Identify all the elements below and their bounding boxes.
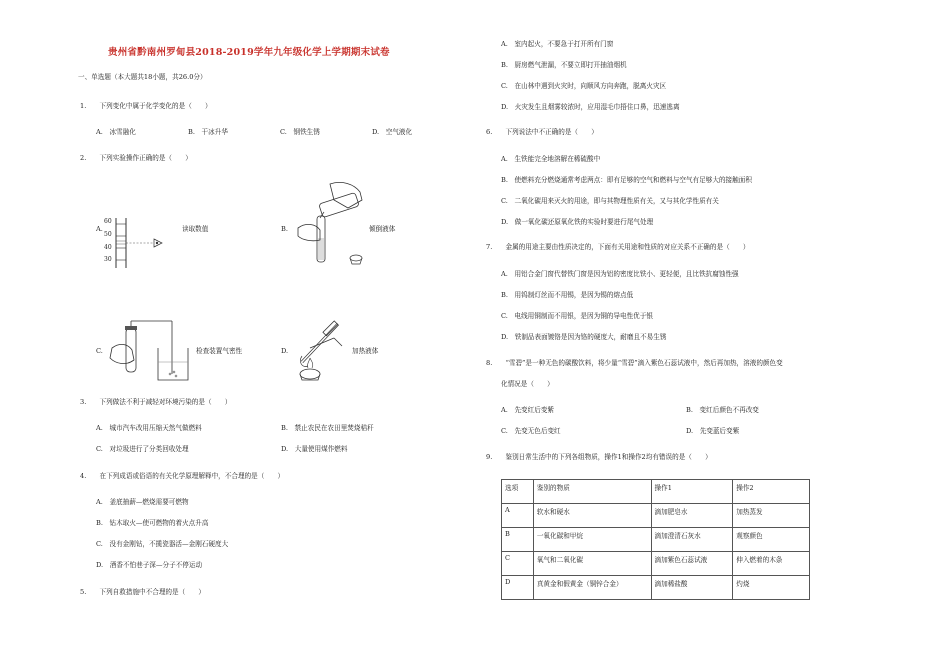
q5-option-a: A. 室内起火，不要急于打开所有门窗 bbox=[501, 40, 614, 48]
q5-stem: 5. 下列自救措施中不合理的是（ ） bbox=[80, 588, 205, 596]
table-cell: B bbox=[502, 528, 534, 552]
q9-table bbox=[501, 479, 810, 600]
q8-option-b: B. 变红后颜色不再改变 bbox=[686, 406, 759, 414]
q8-stem: 8. “雪碧”是一种无色的碳酸饮料，将少量“雪碧”滴入紫色石蕊试液中，然后再加热，溶液的颜色变 bbox=[486, 359, 783, 367]
q8-stem-continued: 化情况是（ ） bbox=[501, 380, 554, 388]
table-cell: 氧气和二氧化碳 bbox=[533, 552, 651, 576]
q8-option-d: D. 先变蓝后变紫 bbox=[686, 427, 740, 435]
table-header-cell: 操作1 bbox=[651, 480, 733, 504]
airtightness-check-figure bbox=[106, 318, 196, 384]
q3-option-d: D. 大量使用煤作燃料 bbox=[281, 445, 348, 453]
q3-stem: 3. 下列做法不利于减轻对环境污染的是（ ） bbox=[80, 398, 232, 406]
table-cell: 伸入燃着的木条 bbox=[733, 552, 810, 576]
q6-option-a: A. 生铁能完全地溶解在稀硫酸中 bbox=[501, 155, 601, 163]
q7-option-d: D. 铁制品表面镀铬是因为铬的硬度大，耐磨且不易生锈 bbox=[501, 333, 667, 341]
table-cell: 滴加澄清石灰水 bbox=[651, 528, 733, 552]
pouring-liquid-figure bbox=[290, 178, 380, 270]
graduated-cylinder-figure bbox=[104, 214, 184, 270]
section-heading: 一、单选题（本大题共18小题，共26.0分） bbox=[78, 73, 207, 81]
heating-liquid-figure bbox=[288, 316, 350, 384]
table-cell: 真黄金和假黄金（铜锌合金） bbox=[533, 576, 651, 600]
q5-option-b: B. 厨房燃气泄漏，不要立即打开抽油烟机 bbox=[501, 61, 627, 69]
q3-option-a: A. 城市汽车改用压缩天然气做燃料 bbox=[96, 424, 202, 432]
q4-option-d: D. 酒香不怕巷子深—分子不停运动 bbox=[96, 561, 203, 569]
table-row bbox=[502, 528, 810, 552]
table-cell: 滴加肥皂水 bbox=[651, 504, 733, 528]
table-cell: 灼烧 bbox=[733, 576, 810, 600]
q3-option-c: C. 对垃圾进行了分类回收处理 bbox=[96, 445, 189, 453]
q2-option-d-label: D. bbox=[281, 347, 289, 355]
q2-option-d-text: 加热液体 bbox=[352, 347, 379, 355]
q1-option-a: A. 冰雪融化 bbox=[96, 128, 136, 136]
q6-option-b: B. 使燃料充分燃烧通常考虑两点：即有足够的空气和燃料与空气有足够大的接触面积 bbox=[501, 176, 752, 184]
scale-label-40: 40 bbox=[104, 244, 112, 251]
table-cell: A bbox=[502, 504, 534, 528]
q5-option-c: C. 在山林中遇到火灾时，向顺风方向奔跑，脱离火灾区 bbox=[501, 82, 667, 90]
table-cell: 一氧化碳和甲烷 bbox=[533, 528, 651, 552]
q1-option-c: C. 钢铁生锈 bbox=[280, 128, 320, 136]
table-header-row bbox=[502, 480, 810, 504]
table-cell: 软水和硬水 bbox=[533, 504, 651, 528]
q2-option-c-text: 检查装置气密性 bbox=[196, 347, 243, 355]
q2-option-a-text: 读取数值 bbox=[182, 225, 209, 233]
scale-label-50: 50 bbox=[104, 231, 112, 238]
q7-option-a: A. 用铝合金门窗代替铁门窗是因为铝的密度比铁小、更轻便，且比铁抗腐蚀性强 bbox=[501, 270, 739, 278]
table-cell: 滴加稀盐酸 bbox=[651, 576, 733, 600]
q2-option-a-label: A. bbox=[96, 225, 103, 233]
q8-option-c: C. 先变无色后变红 bbox=[501, 427, 561, 435]
q6-option-c: C. 二氧化碳用来灭火的用途，即与其物理性质有关，又与其化学性质有关 bbox=[501, 197, 719, 205]
q6-option-d: D. 做一氧化碳还原氧化铁的实验时要进行尾气处理 bbox=[501, 218, 654, 226]
scale-label-60: 60 bbox=[104, 218, 112, 225]
q5-option-d: D. 火灾发生且烟雾较浓时，应用湿毛巾捂住口鼻，迅速逃离 bbox=[501, 103, 680, 111]
table-cell: 观察颜色 bbox=[733, 528, 810, 552]
table-row bbox=[502, 576, 810, 600]
table-cell: D bbox=[502, 576, 534, 600]
q9-stem: 9. 鉴别日常生活中的下列各组物质，操作1和操作2均有错误的是（ ） bbox=[486, 453, 712, 461]
q2-option-b-label: B. bbox=[281, 225, 288, 233]
scale-label-30: 30 bbox=[104, 256, 112, 263]
q1-option-d: D. 空气液化 bbox=[372, 128, 413, 136]
table-header-cell: 鉴别的物质 bbox=[533, 480, 651, 504]
table-row bbox=[502, 552, 810, 576]
q2-stem: 2. 下列实验操作正确的是（ ） bbox=[80, 154, 192, 162]
q4-option-c: C. 没有金刚钻，不揽瓷器活—金刚石硬度大 bbox=[96, 540, 229, 548]
q7-stem: 7. 金属的用途主要由性质决定的，下面有关用途和性质的对应关系不正确的是（ ） bbox=[486, 243, 750, 251]
q7-option-c: C. 电线用铜制而不用银，是因为铜的导电性优于银 bbox=[501, 312, 653, 320]
q3-option-b: B. 禁止农民在农田里焚烧秸秆 bbox=[281, 424, 374, 432]
q4-stem: 4. 在下列成语或俗语的有关化学原理解释中，不合理的是（ ） bbox=[80, 472, 285, 480]
q2-option-b-text: 倾倒液体 bbox=[369, 225, 396, 233]
q4-option-a: A. 釜底抽薪—燃烧需要可燃物 bbox=[96, 498, 189, 506]
table-header-cell: 操作2 bbox=[733, 480, 810, 504]
page-title: 贵州省黔南州罗甸县2018-2019学年九年级化学上学期期末试卷 bbox=[108, 47, 390, 58]
q1-stem: 1. 下列变化中属于化学变化的是（ ） bbox=[80, 102, 212, 110]
table-row bbox=[502, 504, 810, 528]
table-cell: C bbox=[502, 552, 534, 576]
q6-stem: 6. 下列说法中不正确的是（ ） bbox=[486, 128, 598, 136]
q8-option-a: A. 先变红后变紫 bbox=[501, 406, 555, 414]
q2-option-c-label: C. bbox=[96, 347, 103, 355]
table-header-cell: 选项 bbox=[502, 480, 534, 504]
q1-option-b: B. 干冰升华 bbox=[188, 128, 228, 136]
q4-option-b: B. 钻木取火—使可燃物的着火点升高 bbox=[96, 519, 209, 527]
q7-option-b: B. 用钨制灯丝而不用锡，是因为锡的熔点低 bbox=[501, 291, 634, 299]
table-cell: 滴加紫色石蕊试液 bbox=[651, 552, 733, 576]
table-cell: 加热蒸发 bbox=[733, 504, 810, 528]
